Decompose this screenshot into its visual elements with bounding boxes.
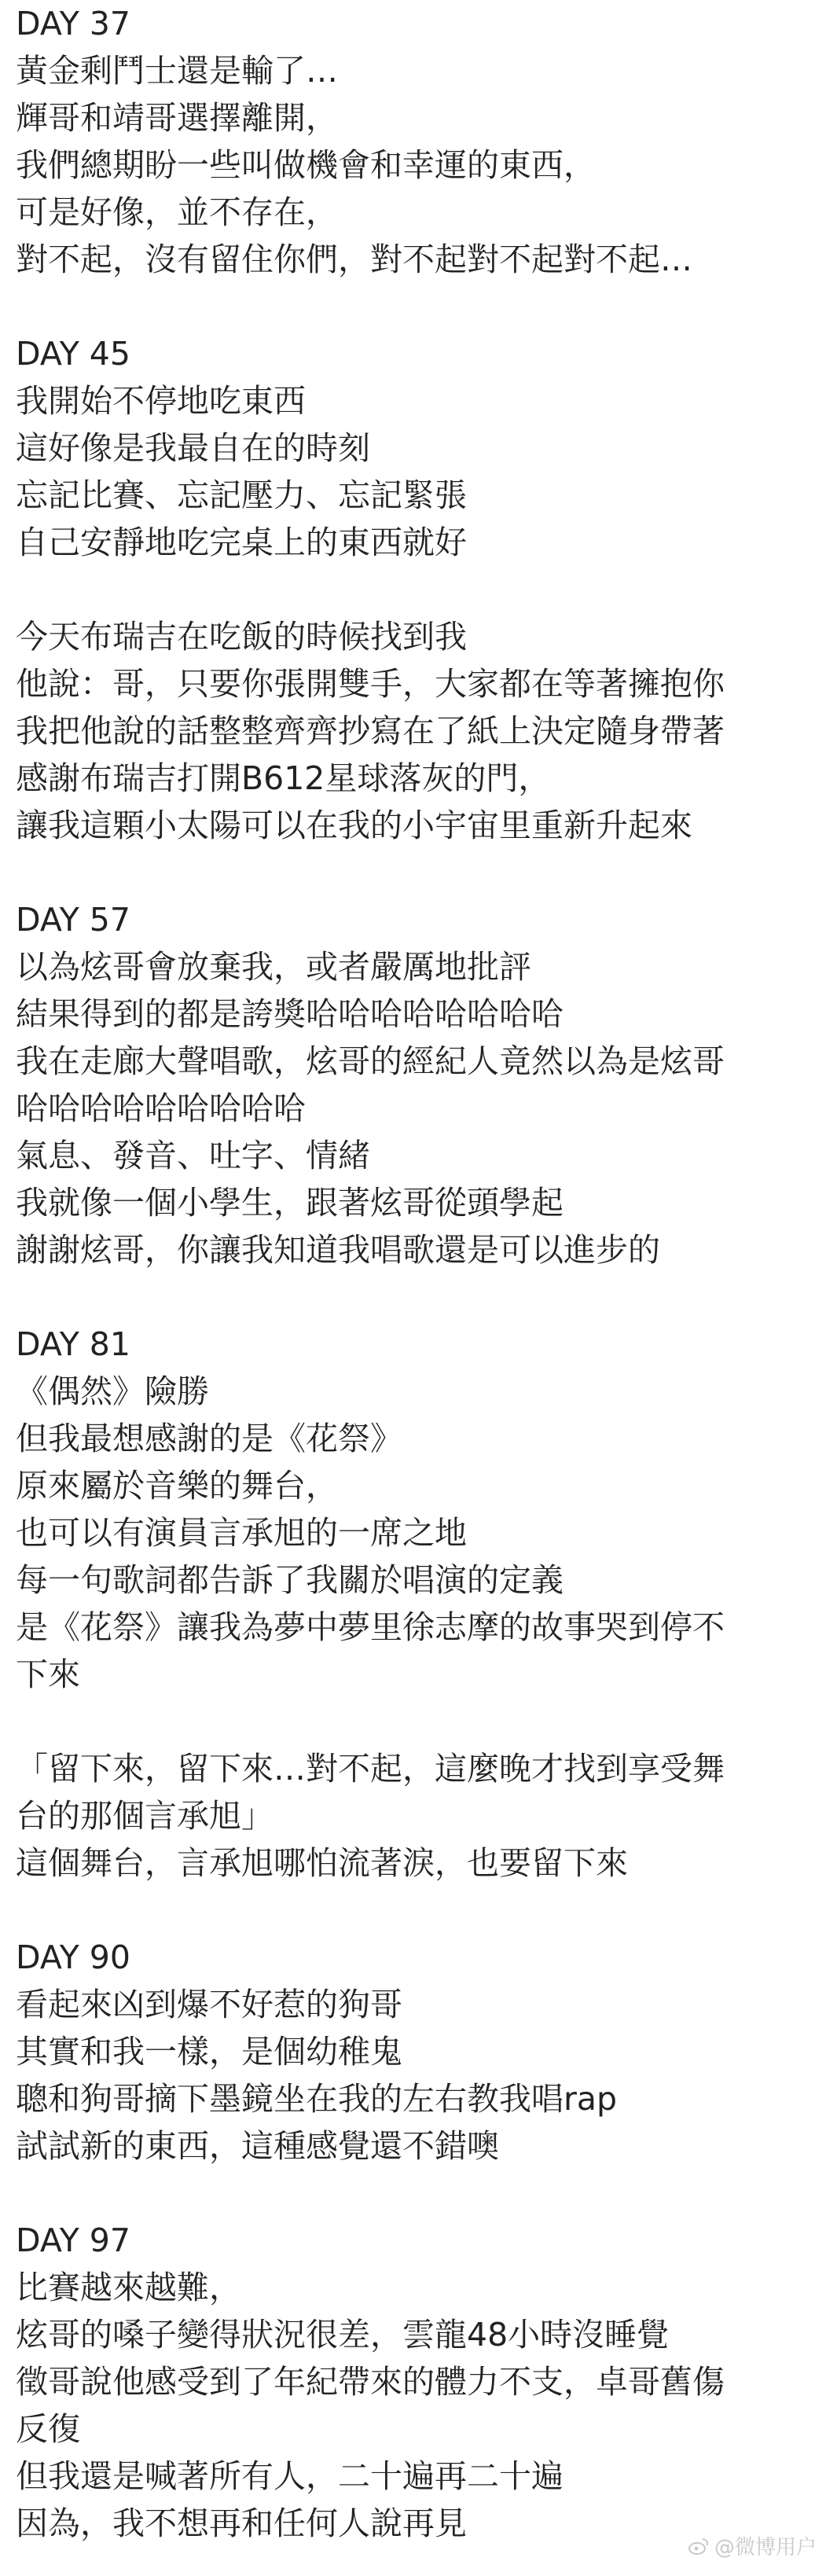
text-line: 我們總期盼一些叫做機會和幸運的東西， xyxy=(16,146,596,184)
text-line: 讓我這顆小太陽可以在我的小宇宙里重新升起來 xyxy=(16,807,692,844)
text-line: 哈哈哈哈哈哈哈哈哈 xyxy=(16,1090,306,1127)
text-line: 其實和我一樣，是個幼稚鬼 xyxy=(16,2033,402,2071)
blank-line xyxy=(16,1698,825,1745)
text-line: 每一句歌詞都告訴了我關於唱演的定義 xyxy=(16,1561,564,1599)
text-line: 可是好像，並不存在， xyxy=(16,193,338,231)
text-line: 看起來凶到爆不好惹的狗哥 xyxy=(16,1986,402,2023)
blank-line xyxy=(16,1273,825,1321)
text-line: 氣息、發音、吐字、情緒 xyxy=(16,1137,370,1174)
text-line: 忘記比賽、忘記壓力、忘記緊張 xyxy=(16,476,467,514)
text-line: 謝謝炫哥，你讓我知道我唱歌還是可以進步的 xyxy=(16,1231,660,1269)
weibo-icon xyxy=(688,2537,710,2556)
blank-line xyxy=(16,1887,825,1934)
text-line: 原來屬於音樂的舞台， xyxy=(16,1467,338,1505)
text-line: 我開始不停地吃東西 xyxy=(16,382,306,420)
text-line: 反復 xyxy=(16,2410,80,2448)
blank-line xyxy=(16,849,825,896)
day-heading: DAY 97 xyxy=(16,2221,130,2259)
text-line: 聰和狗哥摘下墨鏡坐在我的左右教我唱rap xyxy=(16,2080,618,2118)
text-line: 但我還是喊著所有人，二十遍再二十遍 xyxy=(16,2457,564,2495)
day-heading: DAY 45 xyxy=(16,335,130,373)
text-line: 黃金剩鬥士還是輸了… xyxy=(16,52,338,90)
blank-line xyxy=(16,2170,825,2217)
text-line: 台的那個言承旭」 xyxy=(16,1797,273,1835)
text-line: 這個舞台，言承旭哪怕流著淚，也要留下來 xyxy=(16,1844,628,1882)
watermark xyxy=(688,2531,817,2560)
text-line: 我就像一個小學生，跟著炫哥從頭學起 xyxy=(16,1184,564,1222)
blank-line xyxy=(16,283,825,330)
text-line: 是《花祭》讓我為夢中夢里徐志摩的故事哭到停不 xyxy=(16,1608,725,1646)
text-line: 徵哥說他感受到了年紀帶來的體力不支，卓哥舊傷 xyxy=(16,2363,725,2401)
text-line: 因為，我不想再和任何人說再見 xyxy=(16,2504,467,2542)
text-line: 《偶然》險勝 xyxy=(16,1373,209,1410)
blank-line xyxy=(16,566,825,613)
text-line: 這好像是我最自在的時刻 xyxy=(16,429,370,467)
text-line: 結果得到的都是誇獎哈哈哈哈哈哈哈哈 xyxy=(16,995,564,1033)
day-heading: DAY 57 xyxy=(16,901,130,939)
text-line: 但我最想感謝的是《花祭》 xyxy=(16,1420,402,1457)
text-line: 以為炫哥會放棄我，或者嚴厲地批評 xyxy=(16,948,531,986)
text-line: 下來 xyxy=(16,1655,80,1693)
text-line: 輝哥和靖哥選擇離開， xyxy=(16,99,338,137)
text-line: 我把他說的話整整齊齊抄寫在了紙上決定隨身帶著 xyxy=(16,712,725,750)
text-line: 我在走廊大聲唱歌，炫哥的經紀人竟然以為是炫哥 xyxy=(16,1042,725,1080)
text-line: 比賽越來越難， xyxy=(16,2269,241,2306)
day-heading: DAY 90 xyxy=(16,1938,130,1976)
text-line: 炫哥的嗓子變得狀況很差，雲龍48小時沒睡覺 xyxy=(16,2316,670,2354)
day-heading: DAY 37 xyxy=(16,5,130,42)
text-line: 對不起，沒有留住你們，對不起對不起對不起… xyxy=(16,241,692,278)
document-body xyxy=(16,0,825,2547)
text-line: 也可以有演員言承旭的一席之地 xyxy=(16,1514,467,1552)
text-line: 他說：哥，只要你張開雙手，大家都在等著擁抱你 xyxy=(16,665,725,703)
text-line: 試試新的東西，這種感覺還不錯噢 xyxy=(16,2127,499,2165)
text-line: 感謝布瑞吉打開B612星球落灰的門， xyxy=(16,759,551,797)
text-line: 「留下來，留下來…對不起，這麼晚才找到享受舞 xyxy=(16,1750,725,1788)
text-line: 今天布瑞吉在吃飯的時候找到我 xyxy=(16,618,467,656)
text-line: 自己安靜地吃完桌上的東西就好 xyxy=(16,524,467,561)
watermark-text: @微博用户 xyxy=(714,2536,817,2559)
day-heading: DAY 81 xyxy=(16,1325,130,1363)
